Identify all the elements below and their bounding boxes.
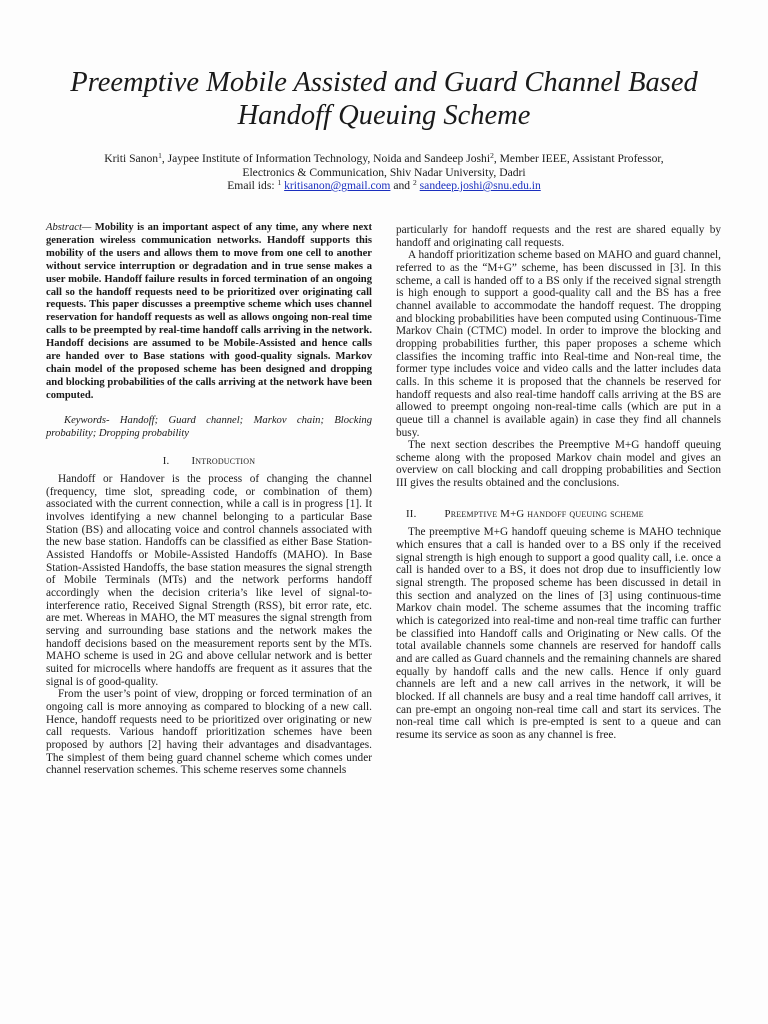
email-label: Email ids:	[227, 179, 275, 192]
section-1-paragraph-1: Handoff or Handover is the process of changing the channel (frequency, time slot, spreading code, or combination of them) associated with the current connection, while a call is in progress [1]. It involves identifying a new channel belonging to a particular Base Station (BS) and allocating voice and control channels associated with the new base station. Handoffs can be classified as either Base Station-Assisted Handoffs or Mobile-Assisted Handoffs (MAHO). In Base Station-Assisted Handoffs, the base station measures the signal strength of Mobile Terminals (MTs) and the network performs handoff accordingly when the decision criteria’s like level of signal-to-interference ratio, Received Signal Strength (RSS), bit error rate, etc. are met. Whereas in MAHO, the MT measures the signal strength from serving and surrounding base stations and the network makes the handoff decisions based on the measurement reports sent by the MTs. MAHO scheme is used in 2G and above cellular network and is better suited for microcells where handoffs are frequent as it assures that the signal is of good-quality.	[46, 473, 372, 688]
email-1-sup: 1	[277, 178, 282, 187]
section-1-paragraph-4: The next section describes the Preemptive M+G handoff queuing scheme along with the proposed Markov chain model and gives an overview on call blocking and call dropping probabilities and Section III gives the results obtained and the conclusions.	[396, 439, 721, 490]
section-2-number: II.	[406, 507, 417, 520]
author-line-1	[40, 152, 728, 166]
keywords: Keywords- Handoff; Guard channel; Markov chain; Blocking probability; Dropping probability	[46, 414, 372, 439]
abstract	[46, 222, 372, 403]
section-1-title: Introduction	[191, 454, 256, 467]
author-1-name: Kriti Sanon	[104, 152, 159, 165]
section-1-paragraph-2: From the user’s point of view, dropping or forced termination of an ongoing call is more annoying as compared to blocking of a new call. Hence, handoff requests need to be prioritized over originating or new call requests. Various handoff prioritization schemes have been proposed by authors [2] having their advantages and disadvantages. The simplest of them being guard channel scheme which comes under channel reservation schemes. This scheme reserves some channels	[46, 688, 372, 777]
paper-title: Preemptive Mobile Assisted and Guard Channel Based Handoff Queuing Scheme	[70, 67, 698, 131]
abstract-lead: Abstract—	[46, 222, 92, 233]
email-line	[40, 179, 728, 193]
author-affiliation-2: , Member IEEE, Assistant Professor,	[493, 152, 664, 165]
author-block	[40, 152, 728, 193]
author-1-sup: 1	[158, 151, 162, 160]
section-2-paragraph-1: The preemptive M+G handoff queuing scheme is MAHO technique which ensures that a call is handed over to a BS only if the received signal strength is high enough to support a good quality call, i.e. once a call is handed over to a BS, it does not drop due to insufficiently low signal strength. The proposed scheme has been discussed in detail in this section and analyzed on the lines of [3] using continuous-time Markov chain model. The scheme assumes that the incoming traffic which is categorized into real-time and non-real time traffic can further be classified into Handoff calls and Originating or New calls. Of the total available channels some channels are reserved for handoff calls and are called as Guard channels and the remaining channels are shared equally by handoff calls and the new calls. Hence if only guard channels are left and a new call arrives in the network, it will be blocked. If all channels are busy and a real time handoff call arrives, it can pre-empt an ongoing non-real time call and start its services. The non-real time call which is pre-empted is sent to a queue and can resume its service as soon as any channel is free.	[396, 526, 721, 741]
email-and: and	[393, 179, 411, 192]
section-2-heading	[396, 508, 721, 521]
section-1-heading	[46, 455, 372, 468]
abstract-text: Mobility is an important aspect of any time, any where next generation wireless communication networks. Handoff supports this mobility of the users and allows them to move from one cell to another without service interruption or degradation and in true sense makes a user mobile. Handoff failure results in forced termination of an ongoing call so the handoff requests need to be prioritized over originating call requests. This paper discusses a preemptive scheme which uses channel reservation for handoff requests as well as allows ongoing non-real time calls to be preempted by real-time handoff calls arriving in the network. Handoff decisions are assumed to be Mobile-Assisted and hence calls are handed over to Base stations with good-quality signals. Markov chain model of the proposed scheme has been designed and dropping and blocking probabilities of the calls arriving at the network have been computed.	[46, 222, 372, 401]
section-1-paragraph-2-continued: particularly for handoff requests and the rest are shared equally by handoff and originating call requests.	[396, 224, 721, 249]
author-affiliation-1: , Jaypee Institute of Information Technology, Noida and Sandeep Joshi	[161, 152, 491, 165]
right-column	[396, 224, 721, 742]
author-line-2: Electronics & Communication, Shiv Nadar University, Dadri	[242, 165, 526, 179]
author-2-sup: 2	[490, 151, 494, 160]
email-link-1[interactable]: kritisanon@gmail.com	[284, 179, 391, 192]
section-1-paragraph-3: A handoff prioritization scheme based on MAHO and guard channel, referred to as the “M+G” scheme, has been discussed in [3]. In this scheme, a call is handed off to a BS only if the received signal strength is high enough to support a good-quality call and the BS has a free channel available to accommodate the handoff request. The dropping and blocking probabilities have been computed using Continuous-Time Markov Chain (CTMC) model. In order to improve the blocking and dropping probabilities further, this paper proposes a scheme which classifies the incoming traffic into Real-time and Non-real time, the former type includes voice and video calls and the latter includes data calls. In this scheme it is proposed that the channels be reserved for handoff requests and also real-time handoff calls arriving at the BS are allowed to preempt ongoing non-real-time calls (which are put in a queue till a channel is available again) in case they find all channels busy.	[396, 249, 721, 439]
email-2-sup: 2	[413, 178, 417, 187]
section-1-number: I.	[162, 454, 170, 467]
email-link-2[interactable]: sandeep.joshi@snu.edu.in	[419, 179, 541, 192]
section-2-title: Preemptive M+G handoff queuing scheme	[444, 507, 644, 520]
left-column	[46, 222, 372, 777]
